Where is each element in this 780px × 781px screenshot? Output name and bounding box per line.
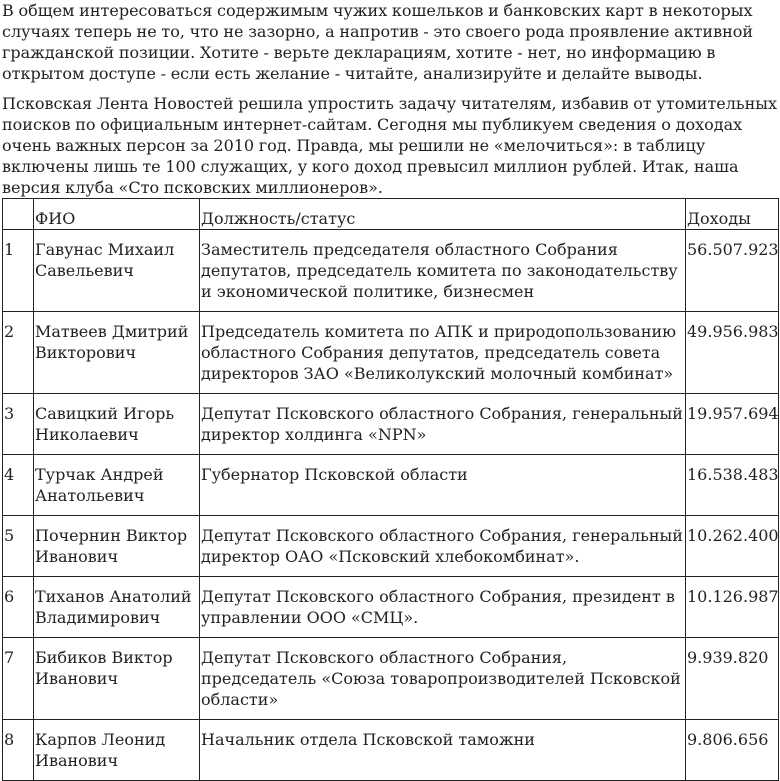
table-row (3, 394, 779, 455)
header-income: Доходы (686, 199, 779, 230)
header-position: Должность/статус (200, 199, 686, 230)
table-row (3, 720, 779, 781)
row-number: 8 (3, 720, 34, 781)
row-income: 56.507.923 (686, 230, 779, 312)
table-row (3, 516, 779, 577)
row-income: 9.939.820 (686, 638, 779, 720)
row-position: Губернатор Псковской области (200, 455, 686, 516)
table-row (3, 638, 779, 720)
row-number: 7 (3, 638, 34, 720)
row-number: 4 (3, 455, 34, 516)
header-number (3, 199, 34, 230)
row-number: 6 (3, 577, 34, 638)
header-name: ФИО (34, 199, 200, 230)
row-income: 19.957.694 (686, 394, 779, 455)
row-name: Тиханов Анатолий Владимирович (34, 577, 200, 638)
row-name: Гавунас Михаил Савельевич (34, 230, 200, 312)
row-position: Начальник отдела Псковской таможни (200, 720, 686, 781)
row-number: 1 (3, 230, 34, 312)
row-position: Депутат Псковского областного Собрания, президент в управлении ООО «СМЦ». (200, 577, 686, 638)
table-row (3, 230, 779, 312)
row-income: 10.262.400 (686, 516, 779, 577)
table-row (3, 455, 779, 516)
row-position: Заместитель председателя областного Собрания депутатов, председатель комитета по законодательству и экономической политике, бизнесмен (200, 230, 686, 312)
row-name: Турчак Андрей Анатольевич (34, 455, 200, 516)
table-header-row (3, 199, 779, 230)
row-income: 9.806.656 (686, 720, 779, 781)
table-row (3, 577, 779, 638)
row-name: Матвеев Дмитрий Викторович (34, 312, 200, 394)
row-position: Председатель комитета по АПК и природопользованию областного Собрания депутатов, председатель совета директоров ЗАО «Великолукский молочный комбинат» (200, 312, 686, 394)
row-position: Депутат Псковского областного Собрания, генеральный директор ОАО «Псковский хлебокомбинат». (200, 516, 686, 577)
row-position: Депутат Псковского областного Собрания, генеральный директор холдинга «NPN» (200, 394, 686, 455)
row-position: Депутат Псковского областного Собрания, председатель «Союза товаропроизводителей Псковской области» (200, 638, 686, 720)
row-income: 49.956.983 (686, 312, 779, 394)
row-number: 5 (3, 516, 34, 577)
row-name: Почернин Виктор Иванович (34, 516, 200, 577)
table-row (3, 312, 779, 394)
intro-paragraph-1: В общем интересоваться содержимым чужих кошельков и банковских карт в некоторых случаях теперь не то, что не зазорно, а напротив - это своего рода проявление активной гражданской позиции. Хотите - верьте декларациям, хотите - нет, но информацию в открытом доступе - если есть желание - читайте, анализируйте и делайте выводы. (2, 1, 754, 83)
intro-paragraph-2: Псковская Лента Новостей решила упростить задачу читателям, избавив от утомительных поисков по официальным интернет-сайтам. Сегодня мы публикуем сведения о доходах очень важных персон за 2010 год. Правда, мы решили не «мелочиться»: в таблицу включены лишь те 100 служащих, у кого доход превысил миллион рублей. Итак, наша версия клуба «Сто псковских миллионеров». (2, 94, 778, 197)
income-declarations-table (2, 198, 779, 781)
row-name: Савицкий Игорь Николаевич (34, 394, 200, 455)
row-income: 10.126.987 (686, 577, 779, 638)
row-income: 16.538.483 (686, 455, 779, 516)
row-name: Карпов Леонид Иванович (34, 720, 200, 781)
row-number: 2 (3, 312, 34, 394)
row-number: 3 (3, 394, 34, 455)
row-name: Бибиков Виктор Иванович (34, 638, 200, 720)
